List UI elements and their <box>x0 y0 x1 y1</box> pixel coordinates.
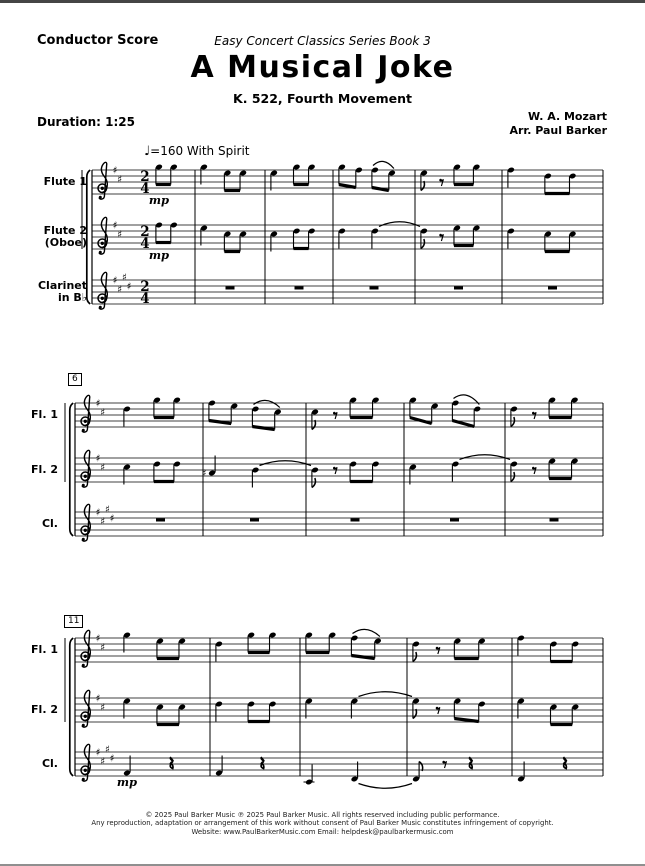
key-signature-sharp: ♯ <box>95 398 101 410</box>
staff-label: Fl. 2 <box>31 703 58 716</box>
quarter-rest <box>170 757 173 769</box>
key-signature-sharp: ♯ <box>100 407 106 419</box>
eighth-rest <box>533 467 536 474</box>
key-signature-sharp: ♯ <box>117 174 123 186</box>
staff-label: Fl. 2 <box>31 463 58 476</box>
dynamic-marking: mp <box>116 775 138 789</box>
time-signature: 4 <box>140 180 150 197</box>
key-signature-sharp: ♯ <box>95 633 101 645</box>
measure-rest <box>550 518 559 521</box>
key-signature-sharp: ♯ <box>121 272 127 284</box>
tie <box>460 455 511 460</box>
arranger-name: Arr. Paul Barker <box>509 124 607 137</box>
time-signature: 4 <box>140 290 150 307</box>
series-title: Easy Concert Classics Series Book 3 <box>214 34 431 48</box>
tempo-text: =160 With Spirit <box>150 144 250 158</box>
treble-clef-icon <box>84 655 87 658</box>
rights-line: Any reproduction, adaptation or arrangement of this work without consent of Paul Barker Music constitutes infringement of copyright. <box>91 819 554 828</box>
system-brace <box>70 638 73 776</box>
system-brace <box>87 170 90 304</box>
key-signature-sharp: ♯ <box>100 702 106 714</box>
quarter-rest <box>469 757 472 769</box>
treble-clef-icon <box>82 778 85 781</box>
eighth-rest <box>334 467 337 474</box>
treble-clef-icon <box>84 769 87 772</box>
treble-clef-icon <box>82 724 85 727</box>
key-signature-sharp: ♯ <box>100 462 106 474</box>
key-signature-sharp: ♯ <box>109 753 115 765</box>
quarter-note-icon: ♩ <box>144 144 151 159</box>
staff-label: Fl. 1 <box>31 643 58 656</box>
copyright-footer <box>0 811 645 836</box>
key-signature-sharp: ♯ <box>109 513 115 525</box>
beam <box>410 418 432 424</box>
measure-rest <box>548 286 557 289</box>
treble-clef-icon <box>101 242 104 245</box>
composer-name: W. A. Mozart <box>528 110 607 123</box>
eighth-rest <box>334 412 337 419</box>
eighth-rest <box>441 234 444 241</box>
treble-clef-icon <box>84 420 87 423</box>
staff-label: Cl. <box>41 757 58 770</box>
measure-rest <box>250 518 259 521</box>
eighth-rest <box>441 179 444 186</box>
time-signature: 2 <box>140 223 150 240</box>
tie <box>379 222 420 227</box>
treble-clef-icon <box>99 306 102 309</box>
staff-label: Clarinet in B♭ <box>37 279 87 304</box>
measure-rest <box>351 518 360 521</box>
measure-rest <box>450 518 459 521</box>
accidental-sharp: ♯ <box>201 468 207 480</box>
measure-rest <box>156 518 165 521</box>
key-signature-sharp: ♯ <box>95 747 101 759</box>
slur <box>353 629 380 636</box>
treble-clef-icon <box>82 538 85 541</box>
piece-title: A Musical Joke <box>190 50 455 85</box>
key-signature-sharp: ♯ <box>112 165 118 177</box>
time-signature: 2 <box>140 278 150 295</box>
eighth-rest <box>437 707 440 714</box>
time-signature: 4 <box>140 235 150 252</box>
key-signature-sharp: ♯ <box>104 744 110 756</box>
staff-label: Cl. <box>41 517 58 530</box>
slur <box>254 400 280 407</box>
measure-rest <box>370 286 379 289</box>
treble-clef-icon <box>99 196 102 199</box>
key-signature-sharp: ♯ <box>100 642 106 654</box>
key-signature-sharp: ♯ <box>126 281 132 293</box>
quarter-rest <box>261 757 264 769</box>
key-signature-sharp: ♯ <box>100 756 106 768</box>
slur <box>373 161 394 168</box>
key-signature-sharp: ♯ <box>117 284 123 296</box>
key-signature-sharp: ♯ <box>104 504 110 516</box>
eighth-rest <box>444 761 447 768</box>
treble-clef-icon <box>84 529 87 532</box>
treble-clef-icon <box>84 715 87 718</box>
staff-label: Flute 2 (Oboe) <box>43 224 87 249</box>
treble-clef-icon <box>101 297 104 300</box>
eighth-rest <box>533 412 536 419</box>
quarter-rest <box>563 757 566 769</box>
beam <box>339 185 356 188</box>
piece-subtitle: K. 522, Fourth Movement <box>233 91 412 106</box>
key-signature-sharp: ♯ <box>95 453 101 465</box>
treble-clef-icon <box>82 664 85 667</box>
treble-clef-icon <box>101 187 104 190</box>
measure-number-box: 11 <box>64 615 83 628</box>
beam <box>454 719 478 722</box>
dynamic-marking: mp <box>148 193 170 207</box>
duration-label: Duration: 1:25 <box>37 115 135 129</box>
measure-rest <box>295 286 304 289</box>
measure-number-box: 6 <box>68 373 82 386</box>
key-signature-sharp: ♯ <box>112 220 118 232</box>
score-type-label: Conductor Score <box>37 33 159 48</box>
measure-rest <box>454 286 463 289</box>
treble-clef-icon <box>99 251 102 254</box>
eighth-rest <box>437 647 440 654</box>
dynamic-marking: mp <box>148 248 170 262</box>
treble-clef-icon <box>84 475 87 478</box>
copyright-line: © 2025 Paul Barker Music ℗ 2025 Paul Barker Music. All rights reserved including public performance. <box>145 811 500 819</box>
tie <box>359 784 413 789</box>
time-signature: 2 <box>140 168 150 185</box>
key-signature-sharp: ♯ <box>117 229 123 241</box>
staff-label: Fl. 1 <box>31 408 58 421</box>
tie <box>260 461 312 466</box>
system-brace <box>70 403 73 536</box>
contact-line: Website: www.PaulBarkerMusic.com Email: helpdesk@paulbarkermusic.com <box>191 827 454 836</box>
key-signature-sharp: ♯ <box>112 275 118 287</box>
measure-rest <box>226 286 235 289</box>
key-signature-sharp: ♯ <box>95 507 101 519</box>
treble-clef-icon <box>82 484 85 487</box>
key-signature-sharp: ♯ <box>95 693 101 705</box>
key-signature-sharp: ♯ <box>100 516 106 528</box>
staff-label: Flute 1 <box>43 175 87 188</box>
tie <box>359 692 413 697</box>
treble-clef-icon <box>82 429 85 432</box>
